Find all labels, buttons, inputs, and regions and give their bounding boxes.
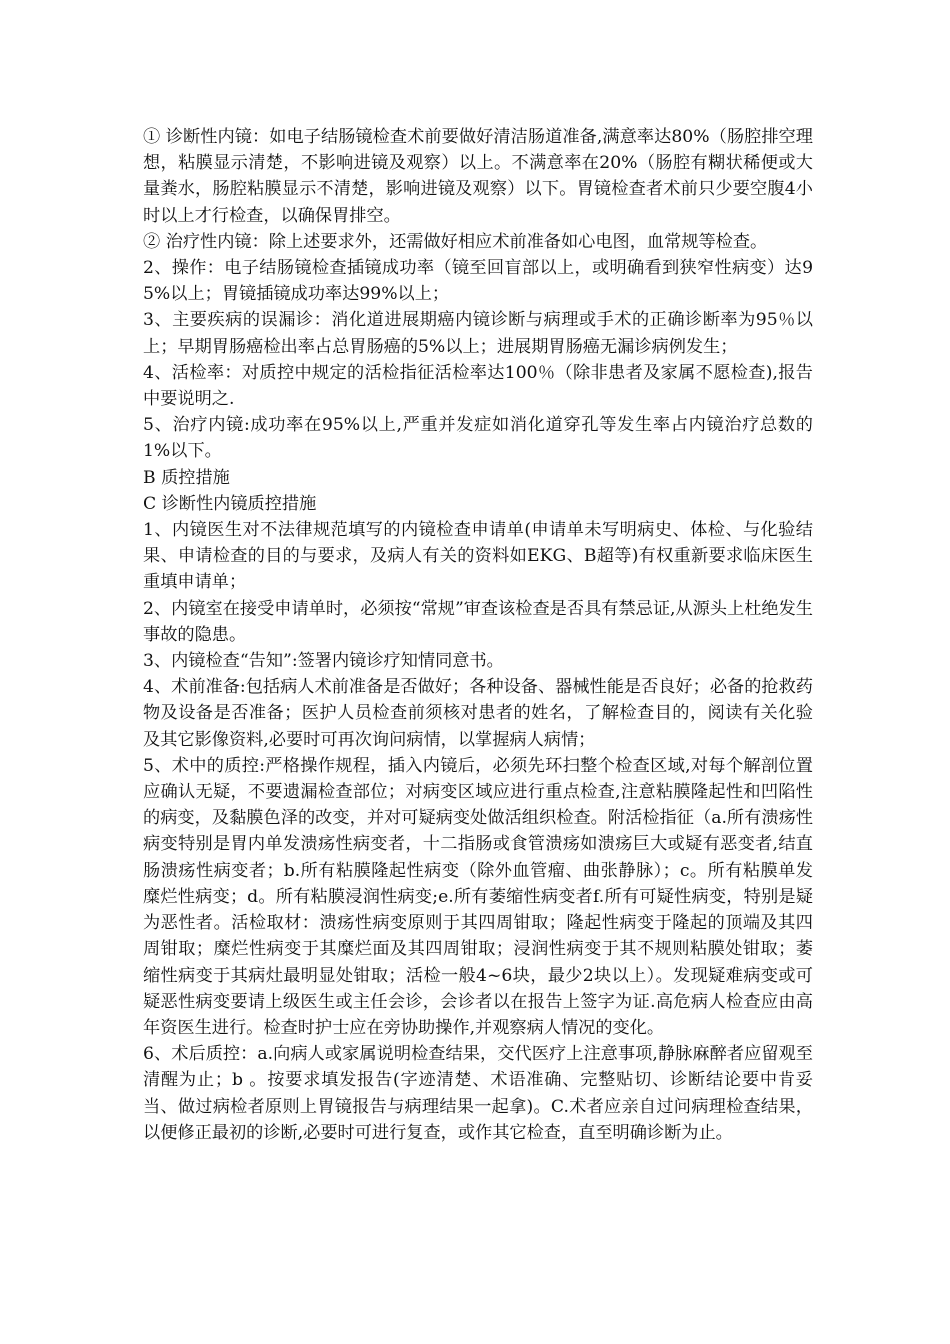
paragraph-biopsy-rate: 4、活检率：对质控中规定的活检指征活检率达100％（除非患者及家属不愿检查),报告中要说明之. (143, 362, 813, 410)
paragraph-contraindication-review: 2、内镜室在接受申请单时，必须按“常规”审查该检查是否具有禁忌证,从源头上杜绝发生事故的隐患。 (143, 598, 813, 645)
paragraph-misdiagnosis: 3、主要疾病的误漏诊：消化道进展期癌内镜诊断与病理或手术的正确诊断率为95％以上；早期胃肠癌检出率占总胃肠癌的5%以上；进展期胃肠癌无漏诊病例发生； (143, 310, 813, 357)
paragraph-preoperative-prep: 4、术前准备:包括病人术前准备是否做好；各种设备、器械性能是否良好；必备的抢救药物及设备是否准备；医护人员检查前须核对患者的姓名，了解检查目的，阅读有关化验及其它影像资料,必要时可再次询问病情，以掌握病人病情； (143, 677, 813, 750)
paragraph-informed-consent: 3、内镜检查“告知”:签署内镜诊疗知情同意书。 (143, 651, 504, 672)
heading-diagnostic-measures: C 诊断性内镜质控措施 (143, 493, 317, 514)
document-page (143, 124, 813, 1146)
paragraph-diagnostic-endoscopy: ① 诊断性内镜：如电子结肠镜检查术前要做好清洁肠道准备,满意率达80%（肠腔排空理想，粘膜显示清楚，不影响进镜及观察）以上。不满意率在20%（肠腔有糊状稀便或大量粪水，肠腔粘膜显示不清楚，影响进镜及观察）以下。胃镜检查者术前只少要空腹4小时以上才行检查，以确保胃排空。 (143, 127, 813, 226)
paragraph-operation: 2、操作：电子结肠镜检查插镜成功率（镜至回盲部以上，或明确看到狭窄性病变）达95%以上；胃镜插镜成功率达99%以上； (143, 258, 813, 305)
paragraph-application-form: 1、内镜医生对不法律规范填写的内镜检查申请单(申请单未写明病史、体检、与化验结果、申请检查的目的与要求，及病人有关的资料如EKG、B超等)有权重新要求临床医生重填申请单； (143, 520, 813, 593)
paragraph-postoperative-qc: 6、术后质控：a.向病人或家属说明检查结果，交代医疗上注意事项,静脉麻醉者应留观至清醒为止；b 。按要求填发报告(字迹清楚、术语准确、完整贴切、诊断结论要中肯妥当、做过病检者原则上胃镜报告与病理结果一起拿)。C.术者应亲自过问病理检查结果，以便修正最初的诊断,必要时可进行复查，或作其它检查，直至明确诊断为止。 (143, 1044, 813, 1143)
paragraph-therapeutic-success: 5、治疗内镜:成功率在95%以上,严重并发症如消化道穿孔等发生率占内镜治疗总数的1%以下。 (143, 415, 813, 462)
paragraph-intraoperative-qc: 5、术中的质控:严格操作规程，插入内镜后，必须先环扫整个检查区域,对每个解剖位置应确认无疑，不要遗漏检查部位；对病变区域应进行重点检查,注意粘膜隆起性和凹陷性的病变，及黏膜色泽的改变，并对可疑病变处做活组织检查。附活检指征（a.所有溃疡性病变特别是胃内单发溃疡性病变者，十二指肠或食管溃疡如溃疡巨大或疑有恶变者,结直肠溃疡性病变者；b.所有粘膜隆起性病变（除外血管瘤、曲张静脉）；c。所有粘膜单发糜烂性病变；d。所有粘膜浸润性病变;e.所有萎缩性病变者f.所有可疑性病变，特别是疑为恶性者。活检取材：溃疡性病变原则于其四周钳取；隆起性病变于隆起的顶端及其四周钳取；糜烂性病变于其糜烂面及其四周钳取；浸润性病变于其不规则粘膜处钳取；萎缩性病变于其病灶最明显处钳取；活检一般4~6块，最少2块以上）。发现疑难病变或可疑恶性病变要请上级医生或主任会诊，会诊者以在报告上签字为证.高危病人检查应由高年资医生进行。检查时护士应在旁协助操作,并观察病人情况的变化。 (143, 755, 813, 1038)
heading-quality-measures: B 质控措施 (143, 467, 230, 488)
paragraph-therapeutic-endoscopy: ② 治疗性内镜：除上述要求外，还需做好相应术前准备如心电图，血常规等检查。 (143, 231, 768, 252)
